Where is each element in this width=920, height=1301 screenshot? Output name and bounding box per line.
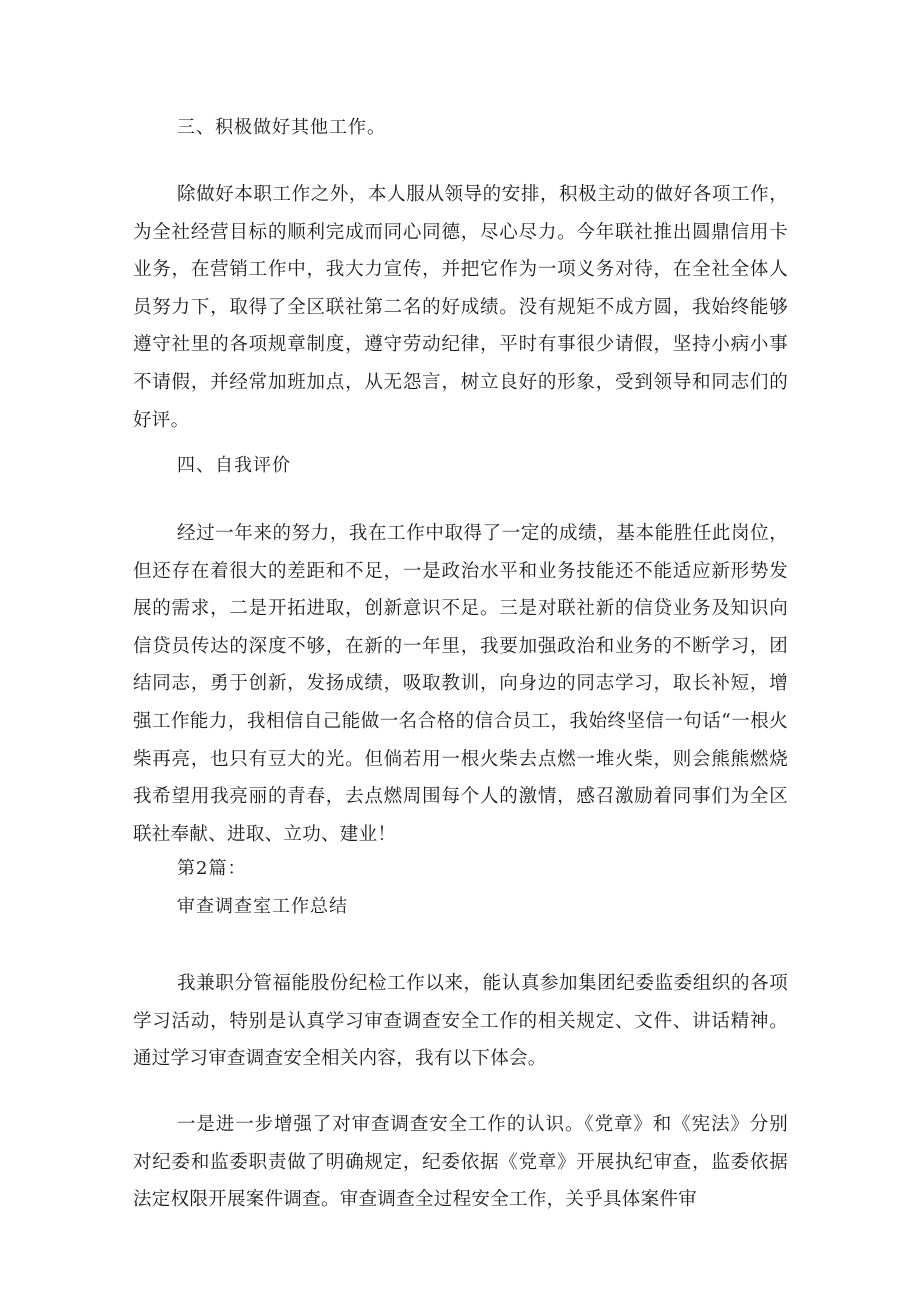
part-2-paragraph-2: 一是进一步增强了对审查调查安全工作的认识。《党章》和《宪法》分别对纪委和监委职责做了明确规定，纪委依据《党章》开展执纪审查，监委依据法定权限开展案件调查。审查调查全过程安全工作，关乎具体案件审 (133, 1114, 788, 1211)
section-4-heading: 四、自我评价 (177, 455, 291, 476)
section-3-paragraph: 除做好本职工作之外，本人服从领导的安排，积极主动的做好各项工作，为全社经营目标的顺利完成而同心同德，尽心尽力。今年联社推出圆鼎信用卡业务，在营销工作中，我大力宣传，并把它作为一项义务对待，在全社全体人员努力下，取得了全区联社第二名的好成绩。没有规矩不成方圆，我始终能够遵守社里的各项规章制度，遵守劳动纪律，平时有事很少请假，坚持小病小事不请假，并经常加班加点，从无怨言，树立良好的形象，受到领导和同志们的好评。 (133, 184, 788, 431)
part-2-paragraph-1: 我兼职分管福能股份纪检工作以来，能认真参加集团纪委监委组织的各项学习活动，特别是认真学习审查调查安全工作的相关规定、文件、讲话精神。通过学习审查调查安全相关内容，我有以下体会。 (133, 973, 788, 1070)
part-2-label: 第2篇： (177, 858, 247, 879)
section-4-paragraph: 经过一年来的努力，我在工作中取得了一定的成绩，基本能胜任此岗位，但还存在着很大的差距和不足，一是政治水平和业务技能还不能适应新形势发展的需求，二是开拓进取，创新意识不足。三是对联社新的信贷业务及知识向信贷员传达的深度不够，在新的一年里，我要加强政治和业务的不断学习，团结同志，勇于创新，发扬成绩，吸取教训，向身边的同志学习，取长补短，增强工作能力，我相信自己能做一名合格的信合员工，我始终坚信一句话“一根火柴再亮，也只有豆大的光。但倘若用一根火柴去点燃一堆火柴，则会熊熊燃烧我希望用我亮丽的青春，去点燃周围每个人的激情，感召激励着同事们为全区联社奉献、进取、立功、建业！ (133, 523, 788, 845)
section-3-heading: 三、积极做好其他工作。 (177, 117, 386, 138)
part-2-title: 审查调查室工作总结 (177, 896, 348, 917)
